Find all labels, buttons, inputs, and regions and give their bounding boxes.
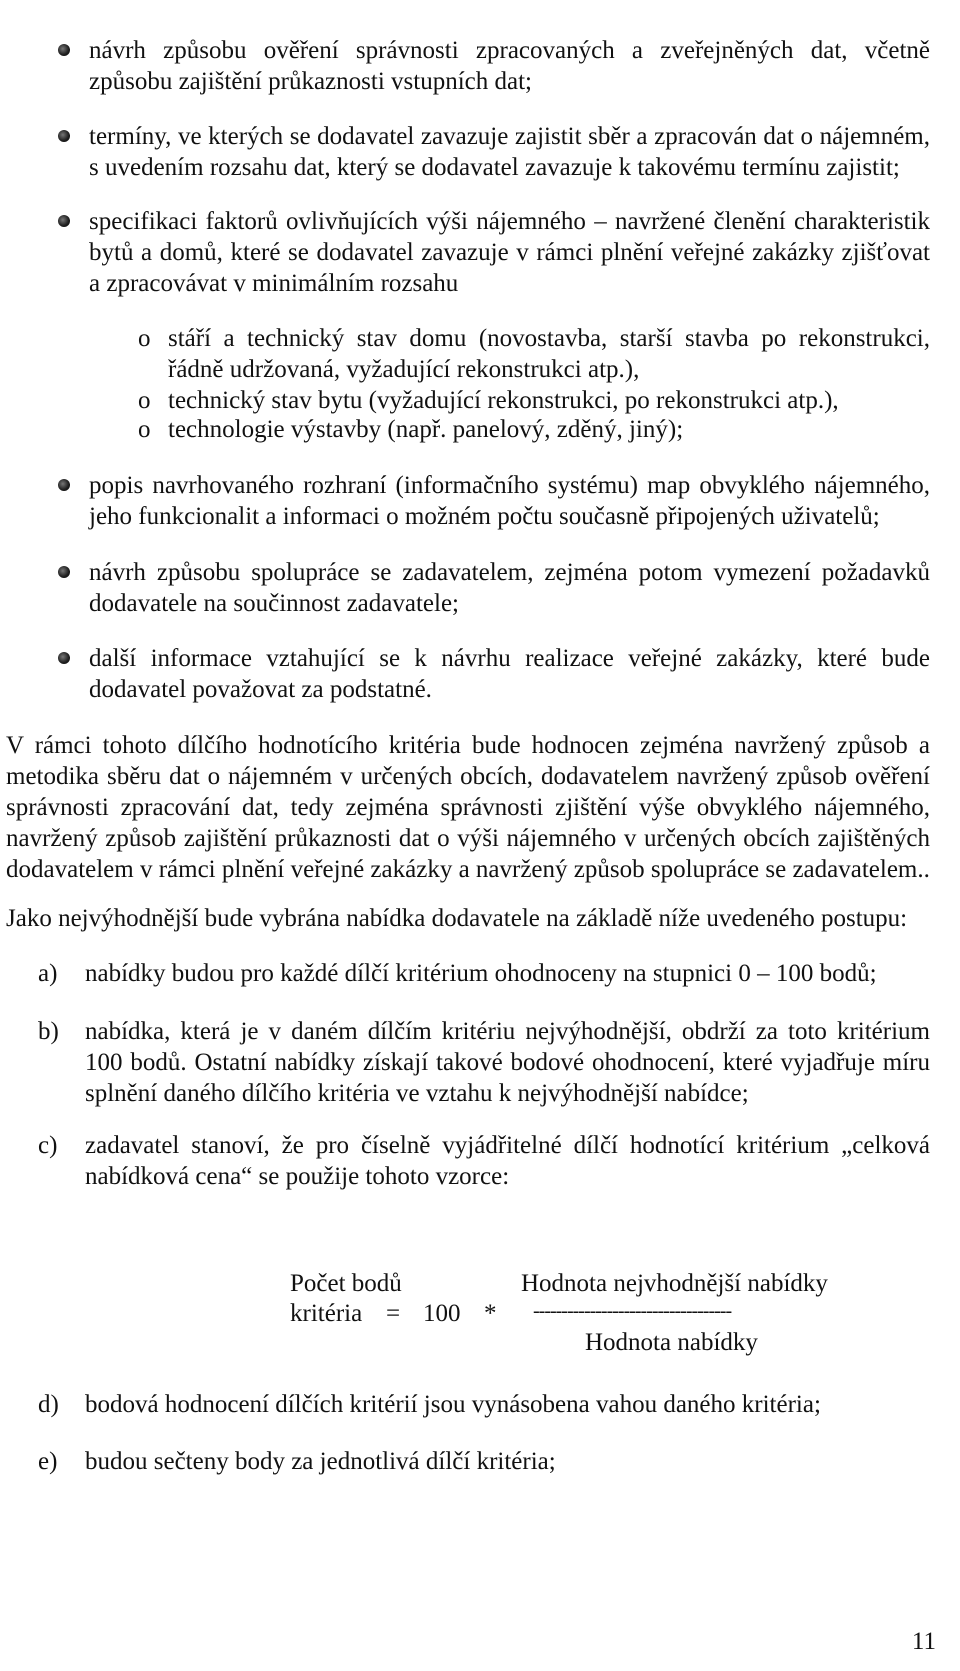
- bullet-icon: [58, 215, 70, 227]
- formula-fraction-bar: -----------------------------------: [533, 1300, 732, 1322]
- step-label: c): [38, 1132, 58, 1159]
- bullet-text: specifikaci faktorů ovlivňujících výši nájemného – navržené členění charakteristik bytů a domů, které se dodavatel zavazuje v rámci plnění veřejné zakázky zjišťovat a zpracovávat v minimálním rozsahu: [89, 208, 930, 297]
- sub-list-text: stáří a technický stav domu (novostavba, starší stavba po rekonstrukci, řádně udržovaná, vyžadující rekonstrukci atp.),: [168, 325, 930, 383]
- body-paragraph: Jako nejvýhodnější bude vybrána nabídka dodavatele na základě níže uvedeného postupu:: [6, 905, 908, 932]
- step-label: d): [38, 1391, 59, 1418]
- bullet-icon: [58, 44, 70, 56]
- bullet-text: popis navrhovaného rozhraní (informačního systému) map obvyklého nájemného, jeho funkcionalit a informaci o možném počtu současně připojených uživatelů;: [89, 472, 930, 530]
- bullet-text: další informace vztahující se k návrhu realizace veřejné zakázky, které bude dodavatel považovat za podstatné.: [89, 645, 930, 703]
- formula-left-line-1: Počet bodů: [290, 1270, 402, 1297]
- bullet-item: [58, 35, 930, 97]
- bullet-item: [58, 470, 930, 532]
- page-number: 11: [911, 1628, 936, 1655]
- step-text: bodová hodnocení dílčích kritérií jsou vynásobena vahou daného kritéria;: [85, 1391, 821, 1418]
- circle-marker-icon: o: [138, 416, 151, 443]
- formula-equals: =: [386, 1300, 401, 1327]
- step-label: b): [38, 1018, 59, 1045]
- bullet-text: termíny, ve kterých se dodavatel zavazuje zajistit sběr a zpracován dat o nájemném, s uvedením rozsahu dat, který se dodavatel zavazuje k takovému termínu zajistit;: [89, 123, 930, 181]
- bullet-icon: [58, 130, 70, 142]
- bullet-text: návrh způsobu ověření správnosti zpracovaných a zveřejněných dat, včetně způsobu zajištění průkaznosti vstupních dat;: [89, 37, 930, 95]
- bullet-item: [58, 121, 930, 183]
- bullet-item: [58, 557, 930, 619]
- step-label: e): [38, 1448, 58, 1475]
- bullet-item: [58, 206, 930, 299]
- formula-numerator: Hodnota nejvhodnější nabídky: [521, 1270, 828, 1297]
- formula-denominator: Hodnota nabídky: [585, 1329, 758, 1356]
- step-text: nabídka, která je v daném dílčím kritériu nejvýhodnější, obdrží za toto kritérium 100 bodů. Ostatní nabídky získají takové bodové ohodnocení, které vyjadřuje míru splnění daného dílčího kritéria ve vztahu k nejvýhodnější nabídce;: [85, 1018, 930, 1107]
- step-text: budou sečteny body za jednotlivá dílčí kritéria;: [85, 1448, 556, 1475]
- circle-marker-icon: o: [138, 387, 151, 414]
- step-text: nabídky budou pro každé dílčí kritérium ohodnoceny na stupnici 0 – 100 bodů;: [85, 960, 877, 987]
- bullet-icon: [58, 566, 70, 578]
- formula-factor: 100: [423, 1300, 461, 1327]
- step-text: zadavatel stanoví, že pro číselně vyjádřitelné dílčí hodnotící kritérium „celková nabídková cena“ se použije tohoto vzorce:: [85, 1132, 930, 1190]
- formula-left-line-2: kritéria: [290, 1300, 363, 1327]
- formula-times: *: [484, 1300, 497, 1327]
- bullet-icon: [58, 652, 70, 664]
- circle-marker-icon: o: [138, 325, 151, 352]
- step-label: a): [38, 960, 58, 987]
- body-paragraph: V rámci tohoto dílčího hodnotícího kritéria bude hodnocen zejména navržený způsob a metodika sběru dat o nájemném v určených obcích, dodavatelem navržený způsob ověření správnosti zpracování dat, tedy zejména správnosti zjištění výše obvyklého nájemného, navržený způsob zajištění průkaznosti dat o výši nájemného v určených obcích zajištěných dodavatelem v rámci plnění veřejné zakázky a navržený způsob spolupráce se zadavatelem..: [6, 732, 930, 883]
- bullet-text: návrh způsobu spolupráce se zadavatelem, zejména potom vymezení požadavků dodavatele na součinnost zadavatele;: [89, 559, 930, 617]
- sub-list-text: technický stav bytu (vyžadující rekonstrukci, po rekonstrukci atp.),: [168, 387, 839, 414]
- sub-list-text: technologie výstavby (např. panelový, zděný, jiný);: [168, 416, 684, 443]
- bullet-icon: [58, 479, 70, 491]
- bullet-item: [58, 643, 930, 705]
